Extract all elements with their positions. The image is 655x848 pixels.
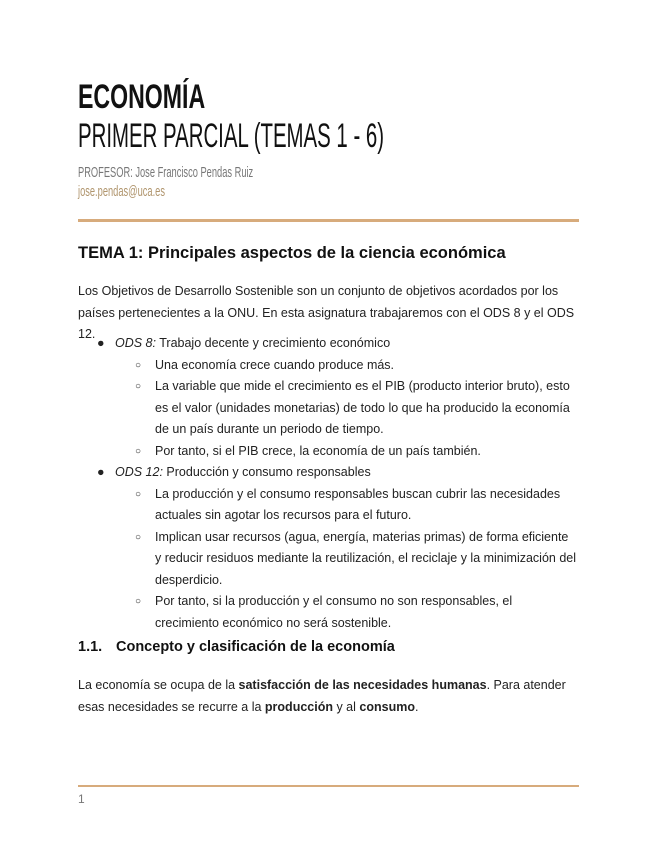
list-item-ods12 <box>78 462 578 484</box>
section-number: 1.1. <box>78 639 103 655</box>
ods-text: Trabajo decente y crecimiento económico <box>156 336 391 350</box>
list-item <box>78 484 578 527</box>
list-item <box>78 527 578 592</box>
doc-title: ECONOMÍA <box>78 78 206 116</box>
circle-bullet-icon: ○ <box>135 445 142 457</box>
circle-bullet-icon: ○ <box>135 381 142 392</box>
professor-name: PROFESOR: Jose Francisco Pendas Ruiz <box>78 164 254 181</box>
ods-label: ODS 8: <box>115 336 156 350</box>
bullet-icon: ● <box>97 465 105 479</box>
section-title: Concepto y clasificación de la economía <box>116 639 395 655</box>
list-item <box>78 591 578 634</box>
ods-label: ODS 12: <box>115 465 163 479</box>
sub-item-text: Implican usar recursos (agua, energía, materias primas) de forma eficiente y reducir residuos mediante la reutilización, el reciclaje y la minimización del desperdicio. <box>155 529 577 587</box>
ods-text: Producción y consumo responsables <box>162 465 371 479</box>
sub-item-text: La producción y el consumo responsables buscan cubrir las necesidades actuales sin agotar los recursos para el futuro. <box>155 486 561 522</box>
sub-item-text: Por tanto, si la producción y el consumo no son responsables, el crecimiento económico no será sostenible. <box>155 594 513 630</box>
list-item <box>78 355 578 377</box>
circle-bullet-icon: ○ <box>135 531 142 543</box>
footer-divider <box>78 785 579 787</box>
ods-list <box>78 333 578 634</box>
section-heading-1-1 <box>78 639 395 655</box>
page-number: 1 <box>78 792 85 806</box>
list-item <box>78 376 578 441</box>
intro-paragraph: Los Objetivos de Desarrollo Sostenible son un conjunto de objetivos acordados por los países pertenecientes a la ONU. En esta asignatura trabajaremos con el ODS 8 y el ODS 12. <box>78 284 575 341</box>
circle-bullet-icon: ○ <box>135 359 142 371</box>
professor-email[interactable]: jose.pendas@uca.es <box>78 183 166 200</box>
sub-item-text: La variable que mide el crecimiento es el PIB (producto interior bruto), esto es el valor (unidades monetarias) de todo lo que ha producido la economía de un país durante un periodo de tiempo. <box>155 379 570 436</box>
section-heading-tema1: TEMA 1: Principales aspectos de la ciencia económica <box>78 244 506 262</box>
circle-bullet-icon: ○ <box>135 488 142 500</box>
concept-paragraph: La economía se ocupa de la satisfacción de las necesidades humanas. Para atender esas necesidades se recurre a la producción y al consumo. <box>78 678 566 714</box>
list-item-ods8 <box>78 333 578 355</box>
doc-subtitle: PRIMER PARCIAL (TEMAS 1 - 6) <box>78 117 385 155</box>
sub-item-text: Una economía crece cuando produce más. <box>155 357 395 372</box>
list-item <box>78 441 578 463</box>
circle-bullet-icon: ○ <box>135 596 142 607</box>
bullet-icon: ● <box>97 336 105 350</box>
sub-item-text: Por tanto, si el PIB crece, la economía de un país también. <box>155 443 481 458</box>
header-divider <box>78 219 579 222</box>
